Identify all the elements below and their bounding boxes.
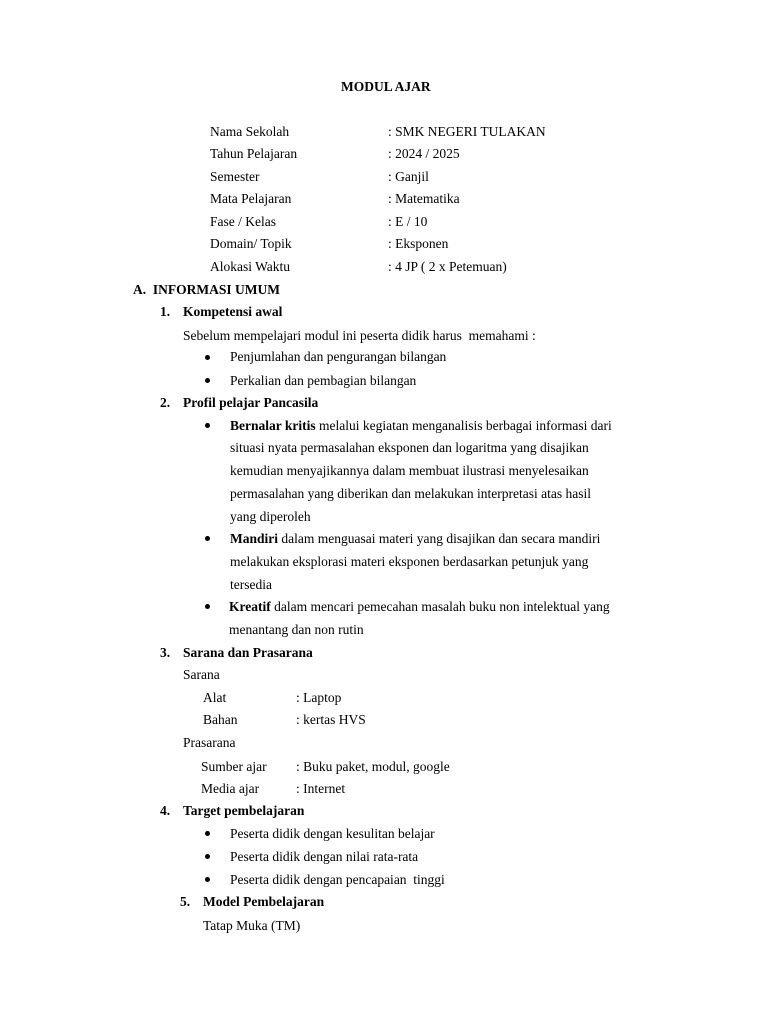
section-2-title: Profil pelajar Pancasila xyxy=(183,395,319,410)
info-value: : E / 10 xyxy=(388,214,428,229)
section-3-title: Sarana dan Prasarana xyxy=(183,645,313,660)
section-2-number: 2. xyxy=(160,395,171,410)
bullet-icon xyxy=(205,877,210,882)
section-4-title: Target pembelajaran xyxy=(183,803,305,818)
profile-item-text: menantang dan non rutin xyxy=(229,622,364,637)
prasarana-item-value: : Internet xyxy=(296,781,346,796)
prasarana-item-label: Media ajar xyxy=(201,781,260,796)
info-value: : Ganjil xyxy=(388,169,429,184)
profile-item-text: permasalahan yang diberikan dan melakukan interpretasi atas hasil xyxy=(230,486,591,501)
profile-item-text: melakukan eksplorasi materi eksponen berdasarkan petunjuk yang xyxy=(230,554,589,569)
section-5-number: 5. xyxy=(180,894,191,909)
sarana-item-label: Bahan xyxy=(203,712,238,727)
bullet-icon xyxy=(205,854,210,859)
profile-item-text: dalam menguasai materi yang disajikan dan secara mandiri xyxy=(278,531,601,546)
profile-item-keyword: Kreatif xyxy=(229,599,271,614)
info-label: Alokasi Waktu xyxy=(210,259,291,274)
info-label: Nama Sekolah xyxy=(210,124,290,139)
prasarana-label: Prasarana xyxy=(183,735,236,750)
info-label: Domain/ Topik xyxy=(210,236,292,251)
info-label: Fase / Kelas xyxy=(210,214,276,229)
profile-item-text: tersedia xyxy=(230,577,272,592)
profile-item-text: dalam mencari pemecahan masalah buku non intelektual yang xyxy=(270,599,610,614)
profile-item-first-line xyxy=(230,417,612,435)
section-5-title: Model Pembelajaran xyxy=(203,894,325,909)
info-value: : 4 JP ( 2 x Petemuan) xyxy=(388,259,507,274)
info-value: : Matematika xyxy=(388,191,460,206)
sarana-label: Sarana xyxy=(183,667,220,682)
profile-item-keyword: Mandiri xyxy=(230,531,279,546)
list-item: Peserta didik dengan kesulitan belajar xyxy=(230,826,435,841)
bullet-icon xyxy=(205,604,210,609)
section-5-text: Tatap Muka (TM) xyxy=(203,918,301,933)
bullet-icon xyxy=(205,536,210,541)
info-label: Semester xyxy=(210,169,260,184)
profile-item-text: melalui kegiatan menganalisis berbagai informasi dari xyxy=(315,418,612,433)
list-item: Peserta didik dengan nilai rata-rata xyxy=(230,849,419,864)
section-4-number: 4. xyxy=(160,803,171,818)
section-3-number: 3. xyxy=(160,645,171,660)
section-a-heading: A. INFORMASI UMUM xyxy=(133,282,280,297)
list-item: Peserta didik dengan pencapaian tinggi xyxy=(230,872,445,887)
profile-item-text: yang diperoleh xyxy=(230,509,311,524)
prasarana-item-value: : Buku paket, modul, google xyxy=(296,759,450,774)
section-1-number: 1. xyxy=(160,304,171,319)
info-label: Tahun Pelajaran xyxy=(210,146,298,161)
info-label: Mata Pelajaran xyxy=(210,191,292,206)
profile-item-first-line xyxy=(229,598,610,616)
profile-item-text: kemudian menyajikannya dalam membuat ilustrasi menyelesaikan xyxy=(230,463,589,478)
info-value: : Eksponen xyxy=(388,236,449,251)
bullet-icon xyxy=(205,378,210,383)
profile-item-text: situasi nyata permasalahan eksponen dan logaritma yang disajikan xyxy=(230,440,589,455)
bullet-icon xyxy=(205,355,210,360)
prasarana-item-label: Sumber ajar xyxy=(201,759,267,774)
profile-item-first-line xyxy=(230,530,600,548)
document-title: MODUL AJAR xyxy=(341,79,431,94)
info-value: : 2024 / 2025 xyxy=(388,146,460,161)
bullet-icon xyxy=(205,831,210,836)
info-value: : SMK NEGERI TULAKAN xyxy=(388,124,546,139)
section-1-intro: Sebelum mempelajari modul ini peserta didik harus memahami : xyxy=(183,328,536,343)
bullet-icon xyxy=(205,423,210,428)
sarana-item-value: : kertas HVS xyxy=(296,712,366,727)
section-1-title: Kompetensi awal xyxy=(183,304,283,319)
sarana-item-value: : Laptop xyxy=(296,690,342,705)
profile-item-keyword: Bernalar kritis xyxy=(230,418,316,433)
list-item: Perkalian dan pembagian bilangan xyxy=(230,373,417,388)
sarana-item-label: Alat xyxy=(203,690,227,705)
list-item: Penjumlahan dan pengurangan bilangan xyxy=(230,349,447,364)
